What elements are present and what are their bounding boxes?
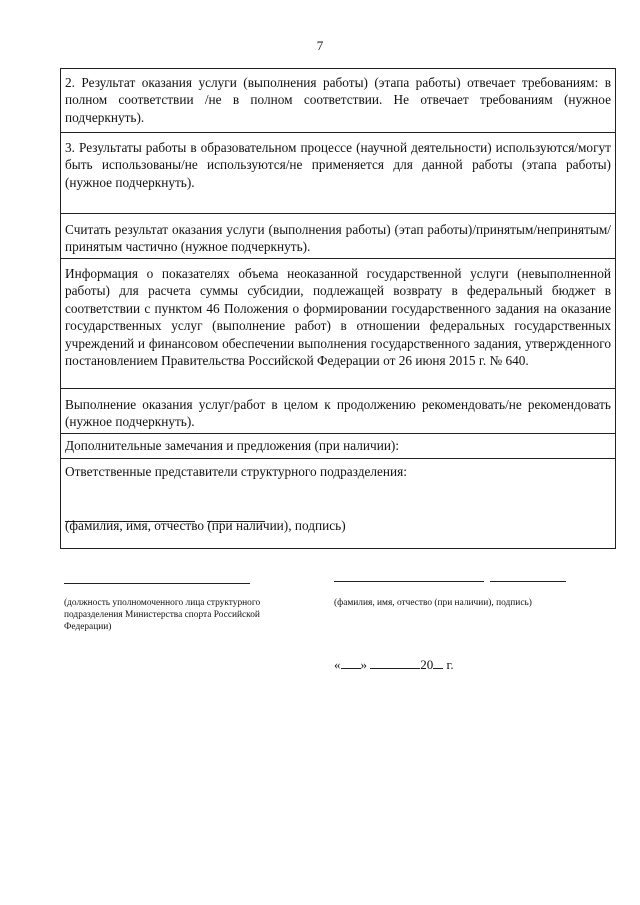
form-conclusion: Считать результат оказания услуги (выполнения работы) (этап работы)/принятым/непринятым/принятым частично (нужное подчеркнуть).: [61, 213, 615, 258]
date-close-quote: »: [360, 657, 367, 672]
report-form-table: [60, 68, 616, 549]
form-remarks: Дополнительные замечания и предложения (при наличии):: [61, 433, 615, 458]
page-number: 7: [316, 38, 324, 53]
name-line[interactable]: [334, 581, 484, 582]
representatives-label: Ответственные представители структурного подразделения:: [65, 464, 407, 479]
date-suffix: г.: [446, 657, 454, 672]
form-item-3: 3. Результаты работы в образовательном процессе (научной деятельности) используются/могут быть использованы/не используются/не применяется для данной работы (этапа работы) (нужное подчеркнуть).: [61, 132, 615, 213]
signature-line[interactable]: [490, 581, 566, 582]
position-line[interactable]: [64, 583, 250, 584]
representatives-caption: (фамилия, имя, отчество (при наличии), подпись): [65, 518, 346, 533]
form-item-2: 2. Результат оказания услуги (выполнения работы) (этапа работы) отвечает требованиям: в полном соответствии /не в полном соответствии. Не отвечает требованиям (нужное подчеркнуть).: [61, 68, 615, 132]
form-representatives: [61, 458, 615, 548]
date-year: 20: [420, 657, 434, 672]
form-subsidy-info: Информация о показателях объема неоказанной государственной услуги (невыполненной работы) для расчета суммы субсидии, подлежащей возврату в федеральный бюджет в соответствии с пунктом 46 Положения о формировании государственного задания на оказание государственных услуг (выполнение работ) в отношении федеральных государственных учреждений и финансовом обеспечении выполнения государственного задания, утвержденного постановлением Правительства Российской Федерации от 26 июня 2015 г. № 640.: [61, 258, 615, 388]
date-open-quote: «: [334, 657, 341, 672]
name-caption: (фамилия, имя, отчество (при наличии), подпись): [334, 598, 532, 608]
date-field[interactable]: [334, 656, 454, 673]
form-recommendation: Выполнение оказания услуг/работ в целом к продолжению рекомендовать/не рекомендовать (нужное подчеркнуть).: [61, 388, 615, 433]
position-caption: (должность уполномоченного лица структурного подразделения Министерства спорта Российской Федерации): [64, 598, 261, 633]
